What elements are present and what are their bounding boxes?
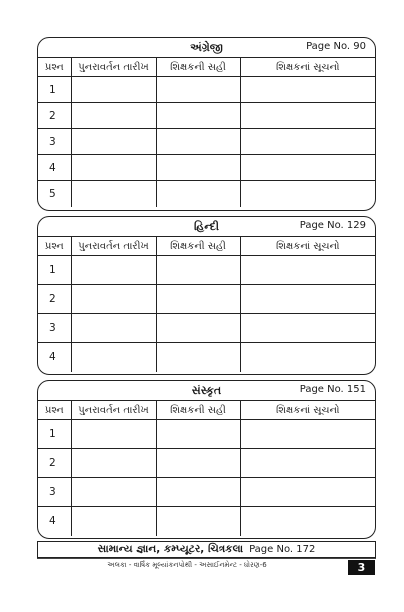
table-row <box>38 449 375 478</box>
teacher-notes-cell[interactable] <box>240 155 375 181</box>
teacher-sign-cell[interactable] <box>156 478 240 507</box>
revision-table <box>38 237 375 372</box>
teacher-sign-cell[interactable] <box>156 103 240 129</box>
revision-date-cell[interactable] <box>71 155 156 181</box>
divider <box>37 558 376 559</box>
page-reference: Page No. 151 <box>299 384 366 395</box>
section-sanskrit <box>37 380 376 539</box>
row-number: 2 <box>38 449 71 478</box>
revision-date-cell[interactable] <box>71 507 156 536</box>
section-header <box>38 38 375 58</box>
col-teacher-sign: શિક્ષકની સહી <box>156 401 240 420</box>
revision-date-cell[interactable] <box>71 129 156 155</box>
teacher-sign-cell[interactable] <box>156 343 240 372</box>
teacher-notes-cell[interactable] <box>240 314 375 343</box>
row-number: 4 <box>38 507 71 536</box>
teacher-notes-cell[interactable] <box>240 103 375 129</box>
revision-date-cell[interactable] <box>71 420 156 449</box>
teacher-notes-cell[interactable] <box>240 449 375 478</box>
revision-date-cell[interactable] <box>71 103 156 129</box>
section-header <box>38 381 375 401</box>
teacher-notes-cell[interactable] <box>240 129 375 155</box>
section-header <box>38 217 375 237</box>
row-number: 4 <box>38 343 71 372</box>
table-row <box>38 155 375 181</box>
table-row <box>38 129 375 155</box>
col-q-no: પ્રશ્ન <box>38 58 71 77</box>
row-number: 2 <box>38 285 71 314</box>
revision-date-cell[interactable] <box>71 449 156 478</box>
row-number: 1 <box>38 77 71 103</box>
row-number: 3 <box>38 314 71 343</box>
col-teacher-notes: શિક્ષકનાં સૂચનો <box>240 401 375 420</box>
row-number: 1 <box>38 256 71 285</box>
teacher-notes-cell[interactable] <box>240 343 375 372</box>
revision-date-cell[interactable] <box>71 478 156 507</box>
teacher-sign-cell[interactable] <box>156 314 240 343</box>
subject-title: હિન્દી <box>193 219 220 233</box>
teacher-notes-cell[interactable] <box>240 507 375 536</box>
teacher-sign-cell[interactable] <box>156 77 240 103</box>
row-number: 1 <box>38 420 71 449</box>
general-knowledge-footer <box>37 541 376 558</box>
subject-title: અંગ્રેજી <box>190 40 223 54</box>
teacher-notes-cell[interactable] <box>240 285 375 314</box>
page-reference: Page No. 90 <box>306 41 366 52</box>
col-teacher-sign: શિક્ષકની સહી <box>156 237 240 256</box>
col-q-no: પ્રશ્ન <box>38 237 71 256</box>
running-footer-text: અલકા - વાર્ષિક મૂલ્યાંકનપોથી - અસાઈનમેન્ટ - ધોરણ-6 <box>107 561 267 569</box>
table-row <box>38 77 375 103</box>
col-teacher-notes: શિક્ષકનાં સૂચનો <box>240 237 375 256</box>
table-header-row <box>38 237 375 256</box>
teacher-sign-cell[interactable] <box>156 420 240 449</box>
teacher-notes-cell[interactable] <box>240 478 375 507</box>
page-number-badge: 3 <box>348 560 375 575</box>
row-number: 2 <box>38 103 71 129</box>
teacher-sign-cell[interactable] <box>156 507 240 536</box>
row-number: 4 <box>38 155 71 181</box>
footer-title: સામાન્ય જ્ઞાન, કમ્પ્યૂટર, ચિત્રકલા <box>97 543 244 555</box>
col-teacher-notes: શિક્ષકનાં સૂચનો <box>240 58 375 77</box>
table-row <box>38 256 375 285</box>
revision-date-cell[interactable] <box>71 343 156 372</box>
teacher-notes-cell[interactable] <box>240 420 375 449</box>
table-row <box>38 103 375 129</box>
row-number: 5 <box>38 181 71 207</box>
section-english <box>37 37 376 211</box>
revision-date-cell[interactable] <box>71 285 156 314</box>
revision-date-cell[interactable] <box>71 77 156 103</box>
table-row <box>38 285 375 314</box>
col-q-no: પ્રશ્ન <box>38 401 71 420</box>
teacher-notes-cell[interactable] <box>240 181 375 207</box>
col-revision-date: પુનરાવર્તન તારીખ <box>71 58 156 77</box>
page-reference: Page No. 129 <box>299 220 366 231</box>
table-row <box>38 507 375 536</box>
teacher-sign-cell[interactable] <box>156 129 240 155</box>
table-row <box>38 478 375 507</box>
table-row <box>38 343 375 372</box>
teacher-sign-cell[interactable] <box>156 256 240 285</box>
teacher-notes-cell[interactable] <box>240 77 375 103</box>
table-row <box>38 181 375 207</box>
col-revision-date: પુનરાવર્તન તારીખ <box>71 401 156 420</box>
col-revision-date: પુનરાવર્તન તારીખ <box>71 237 156 256</box>
row-number: 3 <box>38 478 71 507</box>
row-number: 3 <box>38 129 71 155</box>
teacher-sign-cell[interactable] <box>156 449 240 478</box>
teacher-sign-cell[interactable] <box>156 285 240 314</box>
teacher-sign-cell[interactable] <box>156 181 240 207</box>
section-hindi <box>37 216 376 375</box>
revision-date-cell[interactable] <box>71 256 156 285</box>
revision-table <box>38 58 375 207</box>
teacher-sign-cell[interactable] <box>156 155 240 181</box>
revision-table <box>38 401 375 536</box>
teacher-notes-cell[interactable] <box>240 256 375 285</box>
table-header-row <box>38 58 375 77</box>
col-teacher-sign: શિક્ષકની સહી <box>156 58 240 77</box>
footer-page-reference: Page No. 172 <box>249 544 316 555</box>
table-row <box>38 420 375 449</box>
table-header-row <box>38 401 375 420</box>
subject-title: સંસ્કૃત <box>191 383 222 397</box>
revision-date-cell[interactable] <box>71 181 156 207</box>
revision-date-cell[interactable] <box>71 314 156 343</box>
table-row <box>38 314 375 343</box>
